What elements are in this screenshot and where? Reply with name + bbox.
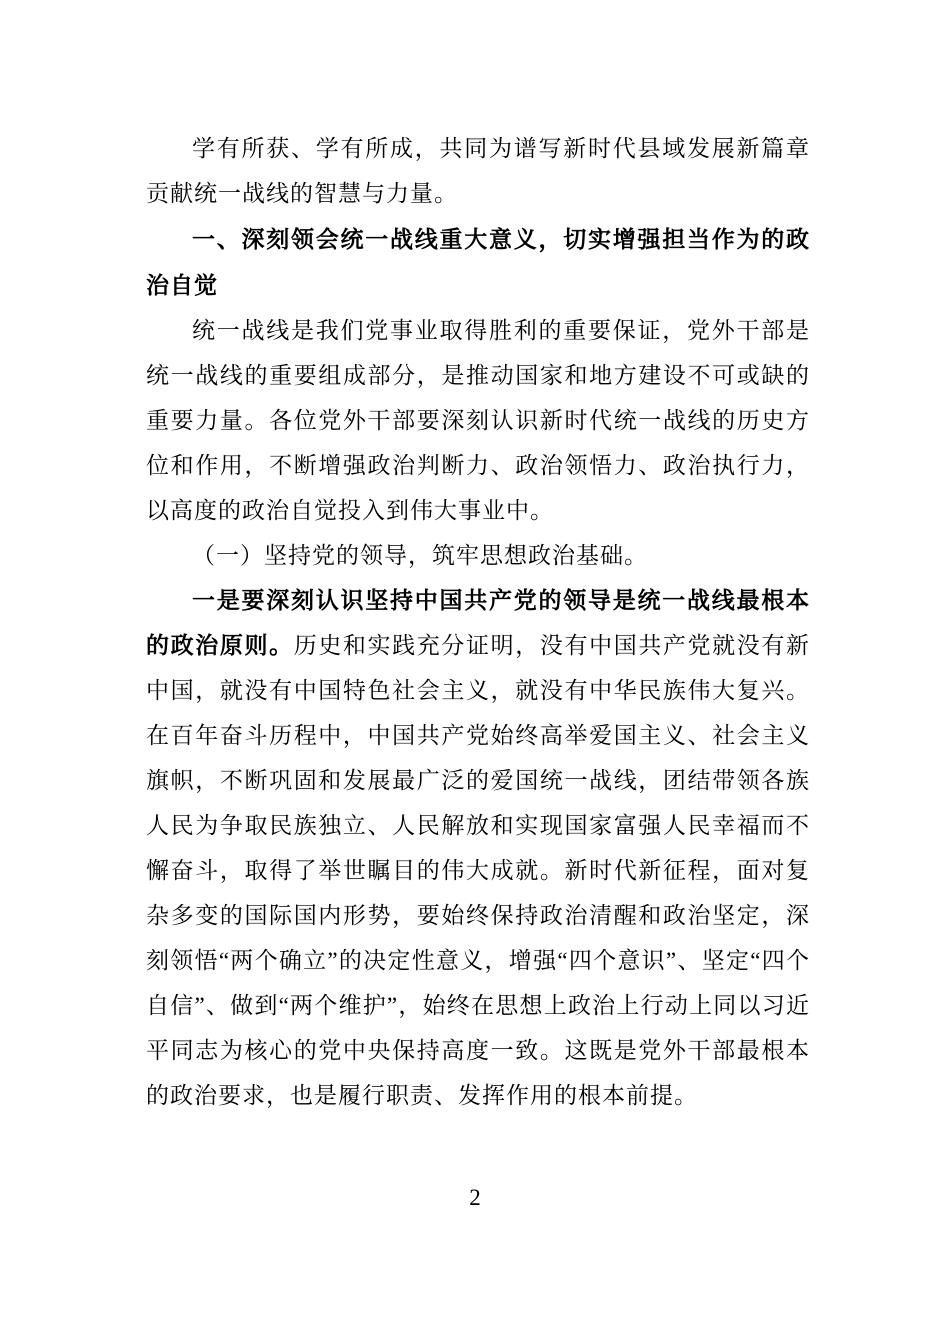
paragraph-point-1 (146, 578, 810, 1118)
paragraph-section1-body: 统一战线是我们党事业取得胜利的重要保证，党外干部是统一战线的重要组成部分，是推动国家和地方建设不可或缺的重要力量。各位党外干部要深刻认识新时代统一战线的历史方位和作用，不断增强政治判断力、政治领悟力、政治执行力，以高度的政治自觉投入到伟大事业中。 (146, 318, 810, 523)
paragraph-intro-continuation: 学有所获、学有所成，共同为谱写新时代县域发展新篇章贡献统一战线的智慧与力量。 (146, 136, 810, 206)
point-1-body-text: 历史和实践充分证明，没有中国共产党就没有新中国，就没有中国特色社会主义，就没有中华民族伟大复兴。在百年奋斗历程中，中国共产党始终高举爱国主义、社会主义旗帜，不断巩固和发展最广泛的爱国统一战线，团结带领各族人民为争取民族独立、人民解放和实现国家富强人民幸福而不懈奋斗，取得了举世瞩目的伟大成就。新时代新征程，面对复杂多变的国际国内形势，要始终保持政治清醒和政治坚定，深刻领悟“两个确立”的决定性意义，增强“四个意识”、坚定“四个自信”、做到“两个维护”，始终在思想上政治上行动上同以习近平同志为核心的党中央保持高度一致。这既是党外干部最根本的政治要求，也是履行职责、发挥作用的根本前提。 (146, 633, 811, 1108)
subheading-1-1: （一）坚持党的领导，筑牢思想政治基础。 (192, 543, 648, 568)
point-1-bold-lead: 一是要深刻认识坚持中国共产党的领导是统一战线最根本的政治原则。 (146, 587, 810, 658)
document-content (146, 126, 810, 1118)
section-heading-1: 一、深刻领会统一战线重大意义，切实增强担当作为的政治自觉 (146, 226, 810, 298)
page-number: 2 (469, 1185, 481, 1210)
